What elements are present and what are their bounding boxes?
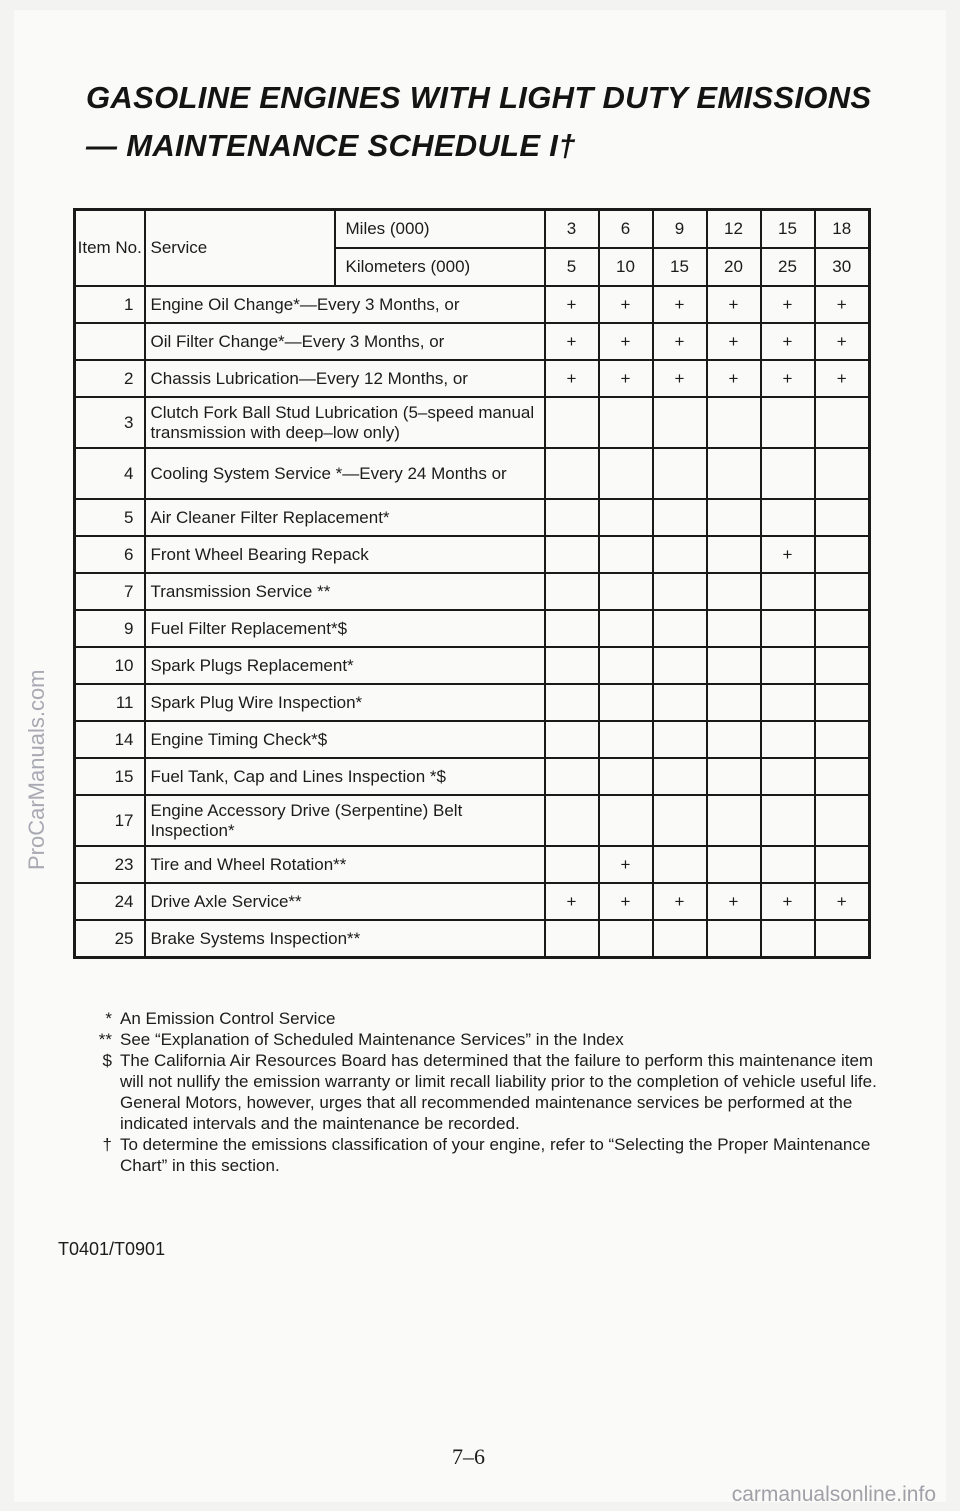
interval-mark <box>707 846 761 883</box>
item-number: 7 <box>75 573 145 610</box>
interval-mark <box>653 721 707 758</box>
footnote <box>80 1008 880 1029</box>
service-name: Front Wheel Bearing Repack <box>145 536 545 573</box>
interval-mark <box>761 647 815 684</box>
interval-mark <box>707 499 761 536</box>
item-number: 25 <box>75 920 145 958</box>
interval-mark: + <box>761 286 815 323</box>
service-name: Clutch Fork Ball Stud Lubrication (5–speed manual transmission with deep–low only) <box>145 397 545 448</box>
interval-mark: + <box>653 883 707 920</box>
interval-mark: + <box>815 883 870 920</box>
footnote-symbol: $ <box>102 1051 112 1070</box>
interval-mark <box>761 448 815 499</box>
title-line-1: GASOLINE ENGINES WITH LIGHT DUTY EMISSIONS <box>86 80 872 115</box>
service-name: Fuel Tank, Cap and Lines Inspection *$ <box>145 758 545 795</box>
interval-mark <box>761 573 815 610</box>
interval-mark <box>653 758 707 795</box>
km-value: 25 <box>761 248 815 286</box>
document-code: T0401/T0901 <box>58 1239 166 1259</box>
interval-mark <box>545 397 599 448</box>
miles-value: 12 <box>707 210 761 249</box>
item-number: 10 <box>75 647 145 684</box>
interval-mark <box>545 684 599 721</box>
interval-mark <box>815 846 870 883</box>
interval-mark <box>707 721 761 758</box>
km-value: 20 <box>707 248 761 286</box>
interval-mark <box>815 647 870 684</box>
interval-mark <box>545 610 599 647</box>
page-number: 7–6 <box>452 1444 485 1469</box>
interval-mark: + <box>761 360 815 397</box>
page-title <box>86 74 871 170</box>
interval-mark: + <box>545 286 599 323</box>
footnote-text: To determine the emissions classification of your engine, refer to “Selecting the Proper Maintenance Chart” in this section. <box>120 1135 871 1175</box>
interval-mark <box>545 758 599 795</box>
interval-mark <box>599 920 653 958</box>
interval-mark: + <box>707 883 761 920</box>
schedule-row <box>75 795 870 846</box>
footnote-symbol: † <box>102 1135 112 1154</box>
interval-mark: + <box>707 360 761 397</box>
title-line-2: — MAINTENANCE SCHEDULE I† <box>86 128 576 163</box>
interval-mark <box>761 499 815 536</box>
interval-mark <box>599 397 653 448</box>
item-number: 23 <box>75 846 145 883</box>
interval-mark <box>653 795 707 846</box>
interval-mark <box>707 610 761 647</box>
interval-mark <box>815 499 870 536</box>
interval-mark <box>599 448 653 499</box>
interval-mark <box>599 721 653 758</box>
interval-mark <box>761 684 815 721</box>
service-name: Engine Timing Check*$ <box>145 721 545 758</box>
interval-mark <box>761 610 815 647</box>
interval-mark <box>599 758 653 795</box>
service-name: Cooling System Service *—Every 24 Months or <box>145 448 545 499</box>
schedule-row <box>75 573 870 610</box>
footnotes <box>80 1008 880 1176</box>
item-number: 6 <box>75 536 145 573</box>
interval-mark <box>815 448 870 499</box>
interval-mark: + <box>599 846 653 883</box>
interval-mark <box>707 647 761 684</box>
interval-mark <box>545 846 599 883</box>
footnote-text: An Emission Control Service <box>120 1009 336 1028</box>
interval-mark: + <box>545 883 599 920</box>
schedule-row <box>75 920 870 958</box>
interval-mark <box>653 920 707 958</box>
schedule-row <box>75 323 870 360</box>
service-name: Fuel Filter Replacement*$ <box>145 610 545 647</box>
service-name: Drive Axle Service** <box>145 883 545 920</box>
interval-mark: + <box>599 883 653 920</box>
item-number: 3 <box>75 397 145 448</box>
interval-mark <box>707 684 761 721</box>
interval-mark <box>761 758 815 795</box>
footnote <box>80 1134 880 1176</box>
service-name: Brake Systems Inspection** <box>145 920 545 958</box>
interval-mark <box>545 920 599 958</box>
interval-mark <box>599 684 653 721</box>
interval-mark <box>545 647 599 684</box>
interval-mark <box>815 758 870 795</box>
interval-mark <box>599 499 653 536</box>
interval-mark <box>815 573 870 610</box>
interval-mark <box>815 795 870 846</box>
interval-mark <box>707 758 761 795</box>
interval-mark <box>761 721 815 758</box>
item-number: 15 <box>75 758 145 795</box>
km-value: 30 <box>815 248 870 286</box>
bottom-watermark: carmanualsonline.info <box>731 1483 936 1506</box>
item-number: 17 <box>75 795 145 846</box>
interval-mark: + <box>707 286 761 323</box>
interval-mark <box>653 610 707 647</box>
item-number: 1 <box>75 286 145 323</box>
service-name: Spark Plug Wire Inspection* <box>145 684 545 721</box>
service-name: Transmission Service ** <box>145 573 545 610</box>
item-number: 24 <box>75 883 145 920</box>
interval-mark: + <box>761 883 815 920</box>
item-number: 14 <box>75 721 145 758</box>
interval-mark <box>653 573 707 610</box>
interval-mark <box>707 536 761 573</box>
schedule-row <box>75 647 870 684</box>
interval-mark <box>815 721 870 758</box>
interval-mark <box>707 795 761 846</box>
interval-mark <box>545 499 599 536</box>
footnote <box>80 1050 880 1134</box>
footnote <box>80 1029 880 1050</box>
km-value: 10 <box>599 248 653 286</box>
interval-mark <box>815 536 870 573</box>
schedule-row <box>75 846 870 883</box>
service-name: Engine Oil Change*—Every 3 Months, or <box>145 286 545 323</box>
interval-mark: + <box>653 360 707 397</box>
interval-mark: + <box>545 323 599 360</box>
interval-mark: + <box>599 360 653 397</box>
interval-mark <box>707 573 761 610</box>
item-number <box>75 323 145 360</box>
schedule-row <box>75 499 870 536</box>
item-number: 9 <box>75 610 145 647</box>
interval-mark <box>653 647 707 684</box>
schedule-row <box>75 360 870 397</box>
item-number: 4 <box>75 448 145 499</box>
service-name: Engine Accessory Drive (Serpentine) Belt Inspection* <box>145 795 545 846</box>
schedule-row <box>75 721 870 758</box>
interval-mark <box>599 610 653 647</box>
interval-mark <box>653 448 707 499</box>
schedule-row <box>75 286 870 323</box>
interval-mark <box>707 397 761 448</box>
interval-mark <box>815 684 870 721</box>
service-header: Service <box>145 210 335 287</box>
miles-value: 6 <box>599 210 653 249</box>
interval-mark <box>761 397 815 448</box>
schedule-row <box>75 684 870 721</box>
interval-mark <box>653 684 707 721</box>
item-number: 2 <box>75 360 145 397</box>
interval-mark <box>545 795 599 846</box>
header-row-miles <box>75 210 870 249</box>
interval-mark: + <box>815 286 870 323</box>
interval-mark <box>761 920 815 958</box>
schedule-row <box>75 883 870 920</box>
interval-mark <box>815 610 870 647</box>
item-number: 11 <box>75 684 145 721</box>
interval-mark <box>545 573 599 610</box>
miles-value: 15 <box>761 210 815 249</box>
interval-mark: + <box>761 323 815 360</box>
interval-mark <box>599 795 653 846</box>
interval-mark <box>815 920 870 958</box>
service-name: Oil Filter Change*—Every 3 Months, or <box>145 323 545 360</box>
interval-mark: + <box>653 286 707 323</box>
interval-mark <box>707 920 761 958</box>
footnote-symbol: * <box>105 1009 112 1028</box>
interval-mark <box>545 448 599 499</box>
interval-mark <box>653 536 707 573</box>
interval-mark <box>707 448 761 499</box>
interval-mark: + <box>707 323 761 360</box>
schedule-row <box>75 448 870 499</box>
interval-mark: + <box>815 323 870 360</box>
interval-mark: + <box>599 286 653 323</box>
interval-mark <box>761 846 815 883</box>
footnote-text: The California Air Resources Board has determined that the failure to perform this maintenance item will not nullify the emission warranty or limit recall liability prior to the completion of vehicle useful life. General Motors, however, urges that all recommended maintenance services be performed at the indicated intervals and the maintenance be recorded. <box>120 1051 877 1133</box>
interval-mark: + <box>815 360 870 397</box>
item-no-header: Item No. <box>75 210 145 287</box>
miles-value: 9 <box>653 210 707 249</box>
interval-mark: + <box>653 323 707 360</box>
service-name: Chassis Lubrication—Every 12 Months, or <box>145 360 545 397</box>
maintenance-schedule-table <box>73 208 871 959</box>
miles-value: 18 <box>815 210 870 249</box>
interval-mark: + <box>545 360 599 397</box>
footnote-symbol: ** <box>98 1030 112 1049</box>
interval-mark: + <box>599 323 653 360</box>
schedule-row <box>75 610 870 647</box>
schedule-row <box>75 758 870 795</box>
interval-mark <box>815 397 870 448</box>
footnote-text: See “Explanation of Scheduled Maintenance Services” in the Index <box>120 1030 624 1049</box>
interval-mark <box>653 499 707 536</box>
interval-mark <box>599 573 653 610</box>
schedule-row <box>75 397 870 448</box>
interval-mark <box>545 536 599 573</box>
miles-value: 3 <box>545 210 599 249</box>
service-name: Tire and Wheel Rotation** <box>145 846 545 883</box>
km-value: 15 <box>653 248 707 286</box>
interval-mark <box>599 647 653 684</box>
service-name: Air Cleaner Filter Replacement* <box>145 499 545 536</box>
km-value: 5 <box>545 248 599 286</box>
service-name: Spark Plugs Replacement* <box>145 647 545 684</box>
item-number: 5 <box>75 499 145 536</box>
interval-mark <box>653 846 707 883</box>
schedule-row <box>75 536 870 573</box>
interval-mark <box>653 397 707 448</box>
kilometers-header: Kilometers (000) <box>335 248 545 286</box>
interval-mark <box>599 536 653 573</box>
side-watermark: ProCarManuals.com <box>24 669 49 870</box>
miles-header: Miles (000) <box>335 210 545 249</box>
interval-mark <box>761 795 815 846</box>
interval-mark: + <box>761 536 815 573</box>
interval-mark <box>545 721 599 758</box>
